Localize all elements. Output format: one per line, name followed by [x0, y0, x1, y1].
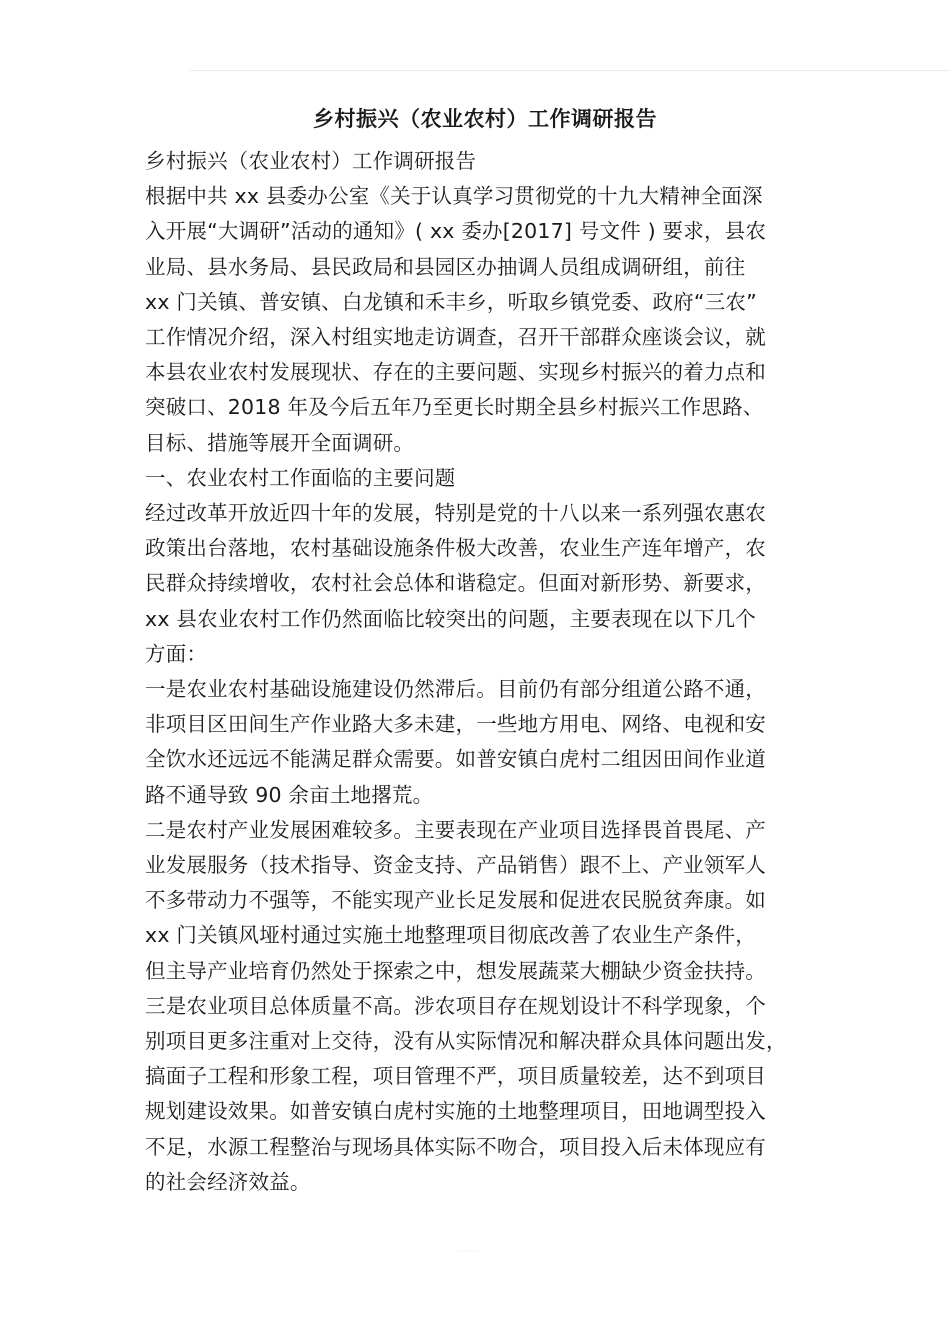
body-line: 工作情况介绍，深入村组实地走访调查，召开干部群众座谈会议，就	[145, 325, 766, 350]
body-line: xx 门关镇风垭村通过实施土地整理项目彻底改善了农业生产条件，	[145, 923, 756, 948]
body-line: 但主导产业培育仍然处于探索之中，想发展蔬菜大棚缺少资金扶持。	[145, 958, 766, 983]
section-heading: 一、农业农村工作面临的主要问题	[145, 465, 456, 490]
body-line: 乡村振兴（农业农村）工作调研报告	[145, 149, 477, 173]
body-line: 根据中共 xx 县委办公室《关于认真学习贯彻党的十九大精神全面深	[145, 184, 763, 209]
body-line: 业发展服务（技术指导、资金支持、产品销售）跟不上、产业领军人	[145, 853, 766, 878]
body-line: 全饮水还远远不能满足群众需要。如普安镇白虎村二组因田间作业道	[145, 747, 766, 772]
document-title: 乡村振兴（农业农村）工作调研报告	[313, 107, 657, 131]
body-line: 不多带动力不强等，不能实现产业长足发展和促进农民脱贫奔康。如	[145, 888, 766, 913]
body-line: 路不通导致 90 余亩土地撂荒。	[145, 782, 434, 807]
body-line: 政策出台落地，农村基础设施条件极大改善，农业生产连年增产，农	[145, 536, 766, 561]
body-line: 一是农业农村基础设施建设仍然滞后。目前仍有部分组道公路不通，	[145, 677, 766, 702]
header-rule	[190, 70, 950, 71]
document-page	[145, 98, 825, 1200]
footer-watermark: ·······	[458, 1247, 479, 1257]
body-line: 方面：	[145, 641, 208, 666]
body-line: 民群众持续增收，农村社会总体和谐稳定。但面对新形势、新要求，	[145, 571, 766, 596]
body-line: xx 门关镇、普安镇、白龙镇和禾丰乡，听取乡镇党委、政府“三农”	[145, 289, 757, 314]
body-line: 二是农村产业发展困难较多。主要表现在产业项目选择畏首畏尾、产	[145, 817, 766, 842]
body-line: 不足，水源工程整治与现场具体实际不吻合，项目投入后未体现应有	[145, 1134, 766, 1159]
body-line: 入开展“大调研”活动的通知》( xx 委办[2017] 号文件 ) 要求，县农	[145, 219, 767, 244]
body-line: 经过改革开放近四十年的发展，特别是党的十八以来一系列强农惠农	[145, 501, 766, 526]
body-line: 搞面子工程和形象工程，项目管理不严，项目质量较差，达不到项目	[145, 1064, 766, 1089]
body-line: 本县农业农村发展现状、存在的主要问题、实现乡村振兴的着力点和	[145, 360, 766, 385]
body-line: xx 县农业农村工作仍然面临比较突出的问题，主要表现在以下几个	[145, 606, 756, 631]
body-line: 规划建设效果。如普安镇白虎村实施的土地整理项目，田地调型投入	[145, 1099, 766, 1124]
body-line: 业局、县水务局、县民政局和县园区办抽调人员组成调研组，前往	[145, 254, 746, 279]
body-line: 目标、措施等展开全面调研。	[145, 430, 415, 455]
body-line: 别项目更多注重对上交待，没有从实际情况和解决群众具体问题出发，	[145, 1029, 787, 1054]
body-line: 的社会经济效益。	[145, 1169, 311, 1194]
body-line: 三是农业项目总体质量不高。涉农项目存在规划设计不科学现象，个	[145, 993, 766, 1018]
body-line: 突破口、2018 年及今后五年乃至更长时期全县乡村振兴工作思路、	[145, 395, 764, 420]
body-line: 非项目区田间生产作业路大多未建，一些地方用电、网络、电视和安	[145, 712, 766, 737]
